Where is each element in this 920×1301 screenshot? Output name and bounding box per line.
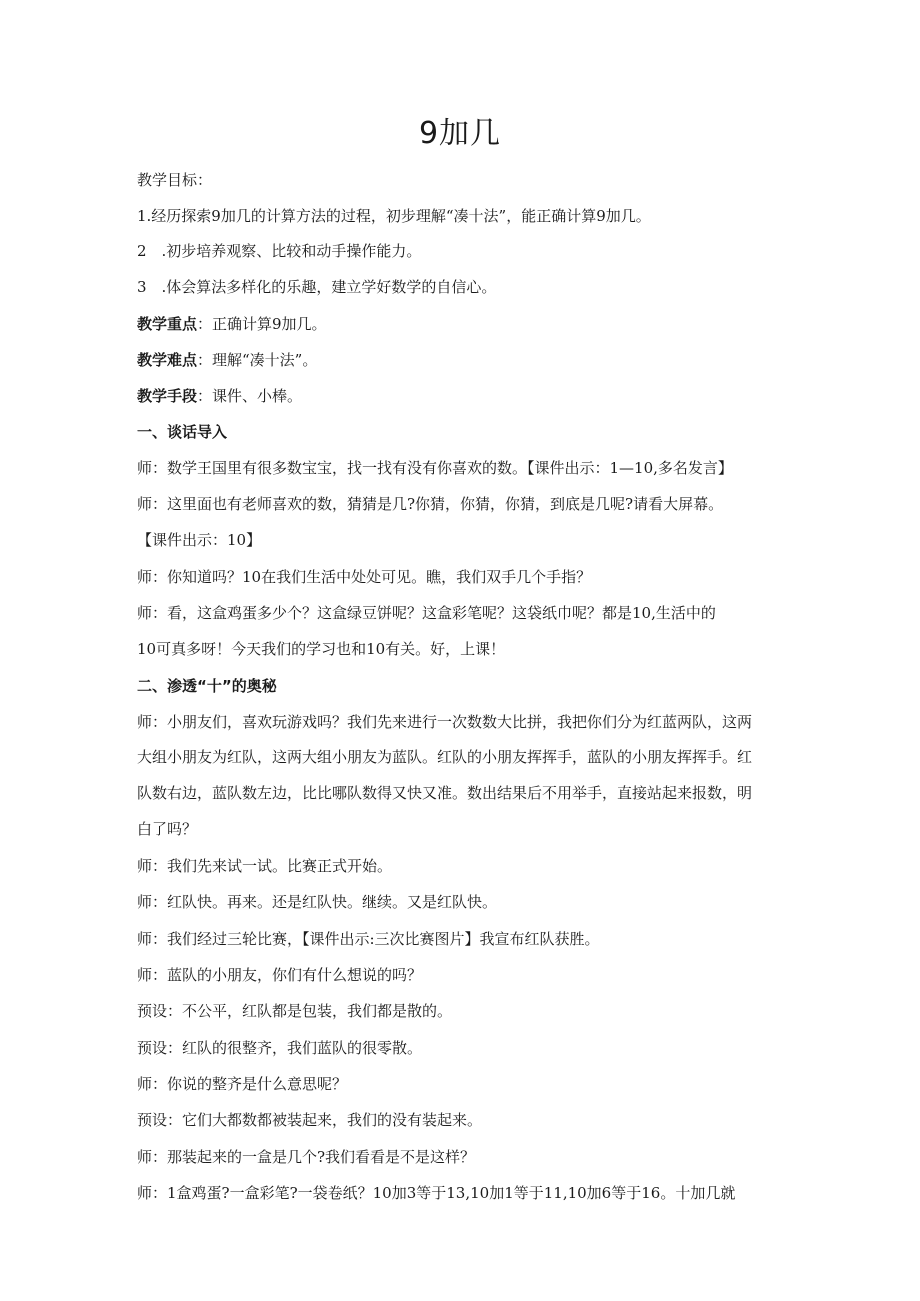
section2-line-7: 师：我们经过三轮比赛，【课件出示:三次比赛图片】我宣布红队获胜。 xyxy=(137,930,600,948)
key-point-text: ：正确计算9加几。 xyxy=(197,315,327,333)
section1-line-4: 师：你知道吗？10在我们生活中处处可见。瞧，我们双手几个手指？ xyxy=(137,568,592,586)
difficulty-label: 教学难点 xyxy=(137,351,198,369)
section2-line-13: 师：那装起来的一盒是几个?我们看看是不是这样？ xyxy=(137,1148,476,1166)
section2-line-2: 大组小朋友为红队，这两大组小朋友为蓝队。红队的小朋友挥挥手，蓝队的小朋友挥挥手。红 xyxy=(137,748,753,766)
difficulty-text: ：理解“凑十法”。 xyxy=(197,351,318,369)
section2-line-12: 预设：它们大都数都被装起来，我们的没有装起来。 xyxy=(137,1111,483,1129)
section2-line-4: 白了吗？ xyxy=(137,820,198,838)
section2-line-9: 预设：不公平，红队都是包装，我们都是散的。 xyxy=(137,1002,453,1020)
section1-line-5: 师：看，这盒鸡蛋多少个？这盒绿豆饼呢？这盒彩笔呢？这袋纸巾呢？都是10,生活中的 xyxy=(137,604,716,622)
section2-line-14: 师：1盒鸡蛋?一盒彩笔?一袋卷纸？10加3等于13,10加1等于11,10加6等于16。十加几就 xyxy=(137,1184,736,1202)
section1-line-2: 师：这里面也有老师喜欢的数，猜猜是几?你猜，你猜，你猜，到底是几呢?请看大屏幕。 xyxy=(137,495,724,513)
objectives-label: 教学目标： xyxy=(137,171,213,189)
section1-line-1: 师：数学王国里有很多数宝宝，找一找有没有你喜欢的数。【课件出示：1—10,多名发言】 xyxy=(137,459,733,477)
key-point-line xyxy=(137,313,787,335)
section2-line-10: 预设：红队的很整齐，我们蓝队的很零散。 xyxy=(137,1039,423,1057)
section2-line-11: 师：你说的整齐是什么意思呢？ xyxy=(137,1075,348,1093)
section2-line-8: 师：蓝队的小朋友，你们有什么想说的吗？ xyxy=(137,966,423,984)
section2-line-6: 师：红队快。再来。还是红队快。继续。又是红队快。 xyxy=(137,893,498,911)
section2-line-5: 师：我们先来试一试。比赛正式开始。 xyxy=(137,857,393,875)
means-line xyxy=(137,385,787,407)
section2-line-1: 师：小朋友们，喜欢玩游戏吗？我们先来进行一次数数大比拼，我把你们分为红蓝两队，这两 xyxy=(137,713,753,731)
difficulty-line xyxy=(137,349,787,371)
means-label: 教学手段 xyxy=(137,387,198,405)
document-title: 9加几 xyxy=(418,116,502,151)
section2-line-3: 队数右边，蓝队数左边，比比哪队数得又快又准。数出结果后不用举手，直接站起来报数，明 xyxy=(137,784,753,802)
section2-heading: 二、渗透“十”的奥秘 xyxy=(137,677,277,695)
section1-heading: 一、谈话导入 xyxy=(137,423,228,441)
key-point-label: 教学重点 xyxy=(137,315,198,333)
objective-item-2: 2 .初步培养观察、比较和动手操作能力。 xyxy=(137,242,422,260)
objective-item-1: 1.经历探索9加几的计算方法的过程，初步理解“凑十法”，能正确计算9加几。 xyxy=(137,207,651,225)
section1-line-6: 10可真多呀！今天我们的学习也和10有关。好，上课！ xyxy=(137,640,506,658)
objective-item-3: 3 .体会算法多样化的乐趣，建立学好数学的自信心。 xyxy=(137,278,497,296)
section1-line-3: 【课件出示：10】 xyxy=(137,531,262,549)
means-text: ：课件、小棒。 xyxy=(197,387,303,405)
